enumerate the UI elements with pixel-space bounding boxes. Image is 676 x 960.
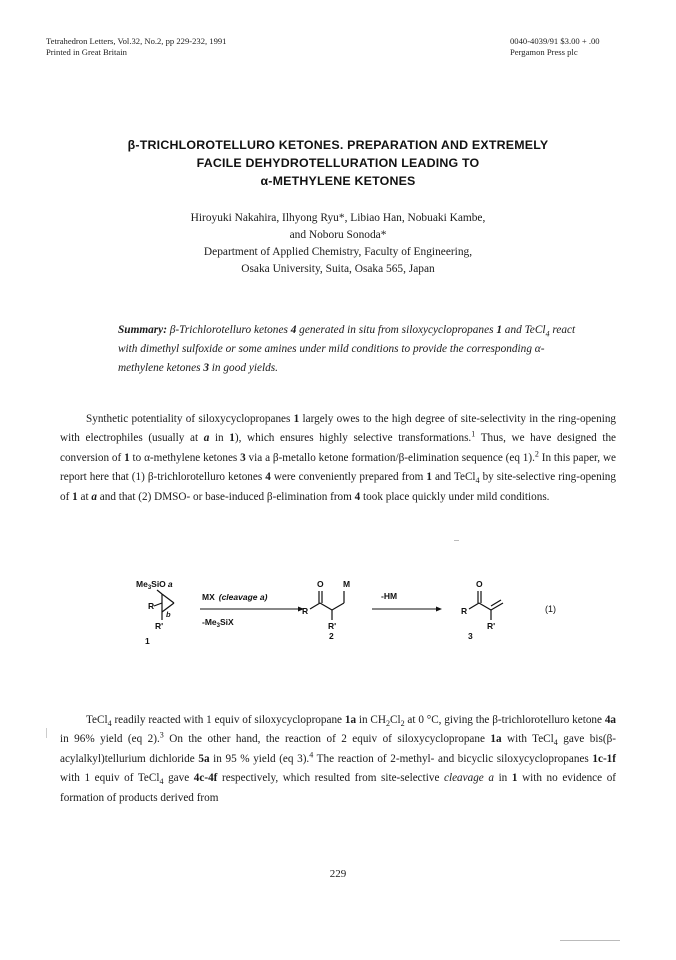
elimination-label: -HM [381,591,398,601]
page-number: 229 [329,868,347,880]
reference-4: 4 [309,750,314,760]
journal-header-left [46,36,226,58]
printed-in: Printed in Great Britain [46,47,127,57]
summary-abstract: Summary: β-Trichlorotelluro ketones 4 generated in situ from siloxycyclopropanes 1 and TeCl$_4$ react with dimethyl sulfoxide or some amines under mild conditions to provide the corresponding α-methylene ketones 3 in good yields. [118,324,576,374]
journal-header-right [510,36,600,58]
metal-m-label: M [343,579,351,589]
compound-number-1: 1 [145,636,150,646]
r-group-2: R [302,606,309,616]
title-line-3: α-METHYLENE KETONES [260,174,416,188]
reagent-mx: MX (cleavage a) [202,592,268,602]
arrowhead-2 [436,607,442,612]
r-prime-2: R' [328,621,337,631]
affiliation-line-2: Osaka University, Suita, Osaka 565, Japan [241,263,435,275]
issn-price: 0040-4039/91 $3.00 + .00 [510,36,600,46]
carbonyl-o-2: O [317,579,324,589]
author-line-1: Hiroyuki Nakahira, Ilhyong Ryu*, Libiao Han, Nobuaki Kambe, [190,212,486,224]
paper-title [60,136,616,190]
summary-label: Summary: [118,324,167,336]
cyclopropane-ring [154,590,174,620]
reaction-scheme-eq1 [130,572,600,652]
methylene-ketone-skeleton [469,591,503,620]
carbonyl-o-3: O [476,579,483,589]
body-paragraph-1: Synthetic potentiality of siloxycyclopropanes 1 largely owes to the high degree of site-selectivity in the ring-opening with electrophiles (usually at a in 1), which ensures highly selective transformations.$^1$ Thus, we have designed the conversion of 1 to α-methylene ketones 3 via a β-metallo ketone formation/β-elimination sequence (eq 1).$^2$ In this paper, we report here that (1) β-trichlorotelluro ketones 4 were conveniently prepared from 1 and TeCl$_4$ by site-selective ring-opening of 1 at a and that (2) DMSO- or base-induced β-elimination from 4 took place quickly under mild conditions. [60,413,617,503]
compound-number-3: 3 [468,631,473,641]
r-group-3: R [461,606,468,616]
r-prime-3: R' [487,621,496,631]
title-line-2: FACILE DEHYDROTELLURATION LEADING TO [196,156,480,170]
byproduct-silyl: $-Me_3SiX$ [202,617,234,629]
scan-speck [454,540,459,541]
affiliation-line-1: Department of Applied Chemistry, Faculty of Engineering, [203,246,473,258]
author-line-2: and Noboru Sonoda* [289,229,387,241]
bond-b-label: b [166,610,171,619]
siloxy-group-label: $Me_3SiO$ a [136,579,173,591]
r-group-1: R [148,601,155,611]
r-prime-1: R' [155,621,164,631]
journal-citation: Tetrahedron Letters, Vol.32, No.2, pp 229-232, 1991 [46,36,227,46]
author-block [60,210,616,278]
title-line-1: β-TRICHLOROTELLURO KETONES. PREPARATION AND EXTREMELY [127,138,549,152]
publisher: Pergamon Press plc [510,47,578,57]
intermediate-skeleton [310,591,344,620]
scan-speck [46,728,47,738]
body-paragraph-2: TeCl$_4$ readily reacted with 1 equiv of siloxycyclopropane 1a in $CH_2Cl_2$ at 0 °C, giving the β-trichlorotelluro ketone 4a in 96% yield (eq 2).$^3$ On the other hand, the reaction of 2 equiv of siloxycyclopropane 1a with TeCl$_4$ gave bis(β-acylalkyl)tellurium dichloride 5a in 95 % yield (eq 3).$^4$ The reaction of 2-methyl- and bicyclic siloxycyclopropanes 1c-1f with 1 equiv of TeCl$_4$ gave 4c-4f respectively, which resulted from site-selective cleavage a in 1 with no evidence of formation of products derived from [60,714,617,804]
scan-line [560,940,620,941]
reference-2: 2 [534,449,539,459]
compound-number-2: 2 [329,631,334,641]
reference-3: 3 [159,730,164,740]
equation-number: (1) [545,604,556,614]
reference-1: 1 [471,429,476,439]
